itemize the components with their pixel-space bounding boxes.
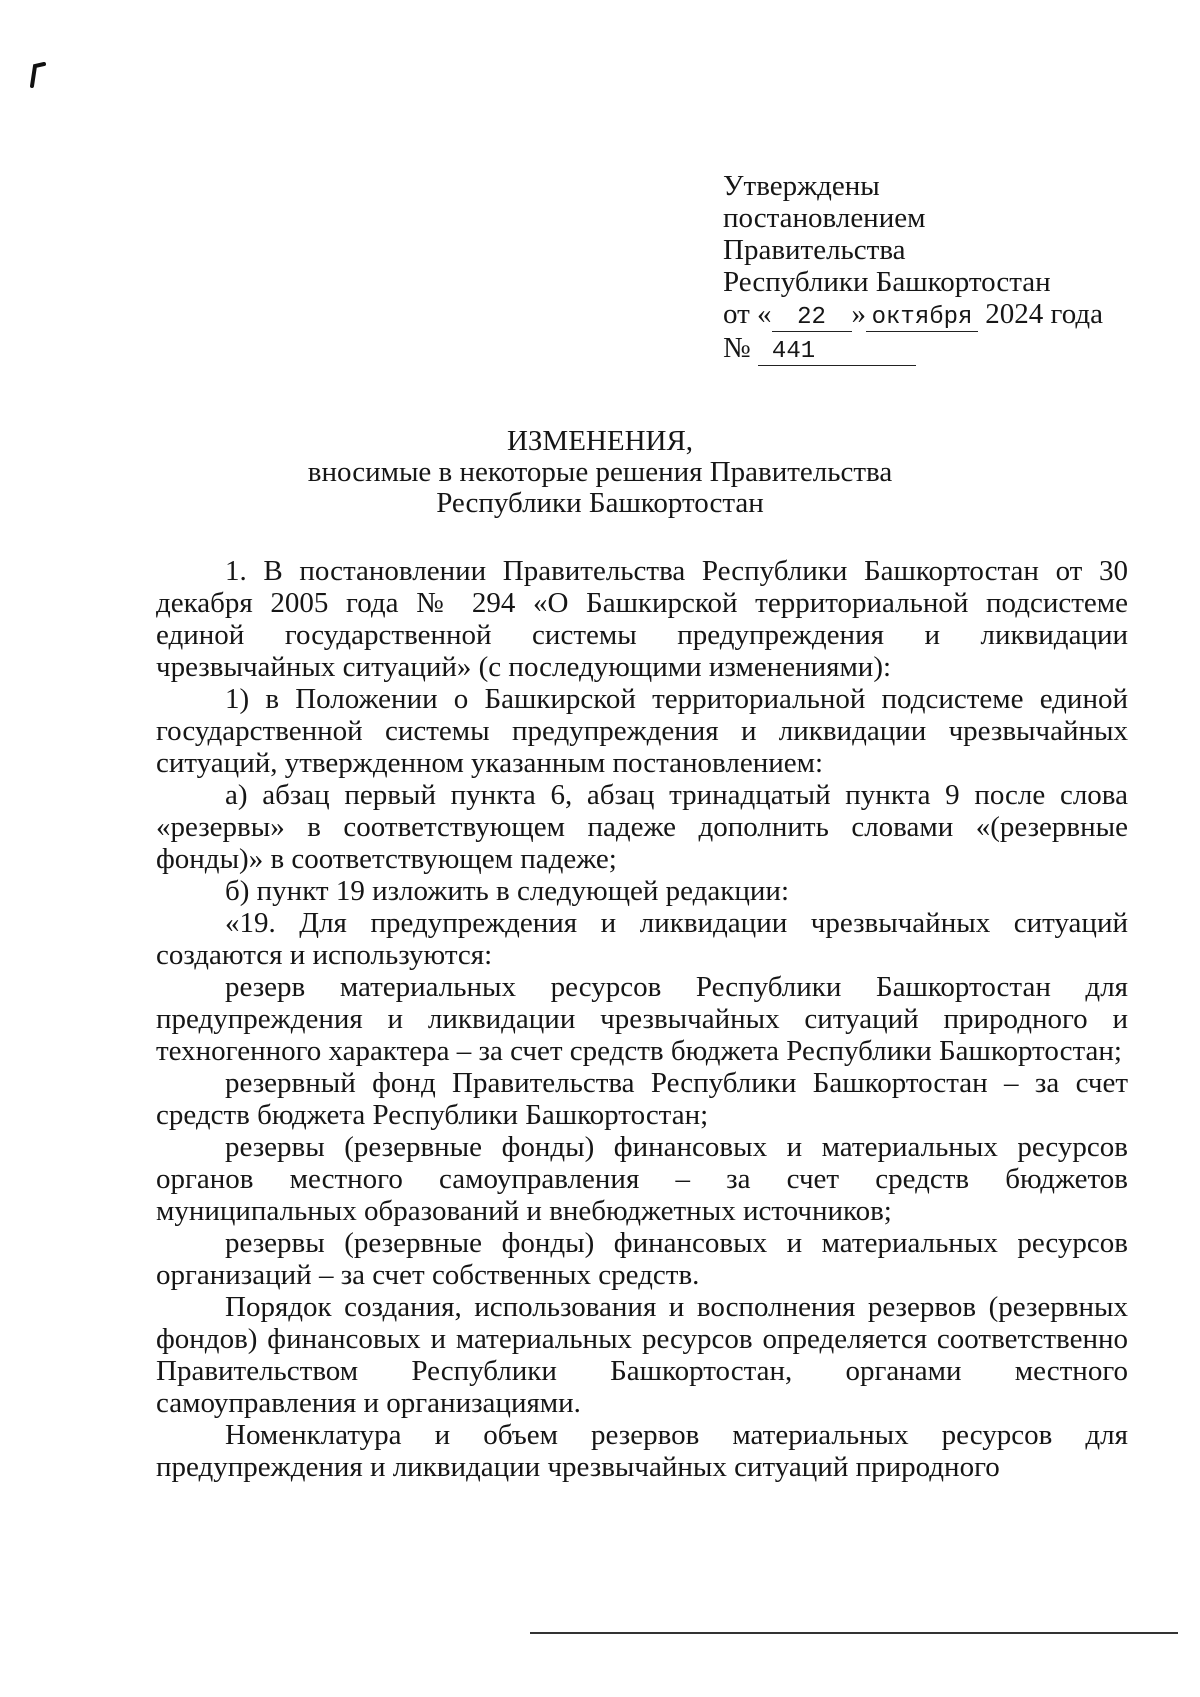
document-body	[156, 555, 1128, 1483]
paragraph-10: Порядок создания, использования и восполнения резервов (резервных фондов) финансовых и материальных ресурсов определяется соответственно Правительством Республики Башкортостан, органами местного самоуправления и организациями.	[156, 1291, 1128, 1419]
paragraph-8: резервы (резервные фонды) финансовых и материальных ресурсов органов местного самоуправления – за счет средств бюджетов муниципальных образований и внебюджетных источников;	[156, 1131, 1128, 1227]
approval-line-2: постановлением	[723, 202, 926, 234]
date-prefix: от «	[723, 298, 772, 330]
date-day-field: 22	[772, 305, 852, 332]
document-number-field: 441	[758, 339, 916, 366]
date-month-field: октября	[866, 305, 978, 332]
approval-number-line	[723, 332, 1143, 366]
paragraph-2: 1) в Положении о Башкирской территориальной подсистеме единой государственной системы предупреждения и ликвидации чрезвычайных ситуаций, утвержденном указанным постановлением:	[156, 683, 1128, 779]
approval-line-4: Республики Башкортостан	[723, 266, 1051, 298]
date-year: 2024 года	[978, 298, 1104, 330]
approval-line-1: Утверждены	[723, 170, 880, 202]
date-quote-close: »	[851, 298, 867, 330]
approval-stamp-block	[723, 170, 1143, 366]
number-prefix: №	[723, 332, 751, 364]
page-bottom-rule	[530, 1632, 1178, 1634]
paragraph-4: б) пункт 19 изложить в следующей редакции:	[225, 875, 789, 907]
approval-date-line	[723, 298, 1143, 332]
document-title-block	[0, 426, 1200, 519]
document-heading: ИЗМЕНЕНИЯ,	[506, 425, 694, 457]
document-subtitle-2: Республики Башкортостан	[436, 487, 764, 519]
paragraph-1: 1. В постановлении Правительства Республики Башкортостан от 30 декабря 2005 года № 294 «О Башкирской территориальной подсистеме единой государственной системы предупреждения и ликвидации чрезвычайных ситуаций» (с последующими изменениями):	[156, 555, 1128, 683]
paragraph-9: резервы (резервные фонды) финансовых и материальных ресурсов организаций – за счет собственных средств.	[156, 1227, 1128, 1291]
paragraph-6: резерв материальных ресурсов Республики Башкортостан для предупреждения и ликвидации чрезвычайных ситуаций природного и техногенного характера – за счет средств бюджета Республики Башкортостан;	[156, 971, 1128, 1067]
corner-scan-mark	[28, 60, 48, 90]
paragraph-7: резервный фонд Правительства Республики Башкортостан – за счет средств бюджета Республики Башкортостан;	[156, 1067, 1128, 1131]
paragraph-11: Номенклатура и объем резервов материальных ресурсов для предупреждения и ликвидации чрезвычайных ситуаций природного	[156, 1419, 1128, 1483]
document-subtitle-1: вносимые в некоторые решения Правительства	[307, 456, 893, 488]
paragraph-3: а) абзац первый пункта 6, абзац тринадцатый пункта 9 после слова «резервы» в соответствующем падеже дополнить словами «(резервные фонды)» в соответствующем падеже;	[156, 779, 1128, 875]
approval-line-3: Правительства	[723, 234, 906, 266]
paragraph-5: «19. Для предупреждения и ликвидации чрезвычайных ситуаций создаются и используются:	[156, 907, 1128, 971]
